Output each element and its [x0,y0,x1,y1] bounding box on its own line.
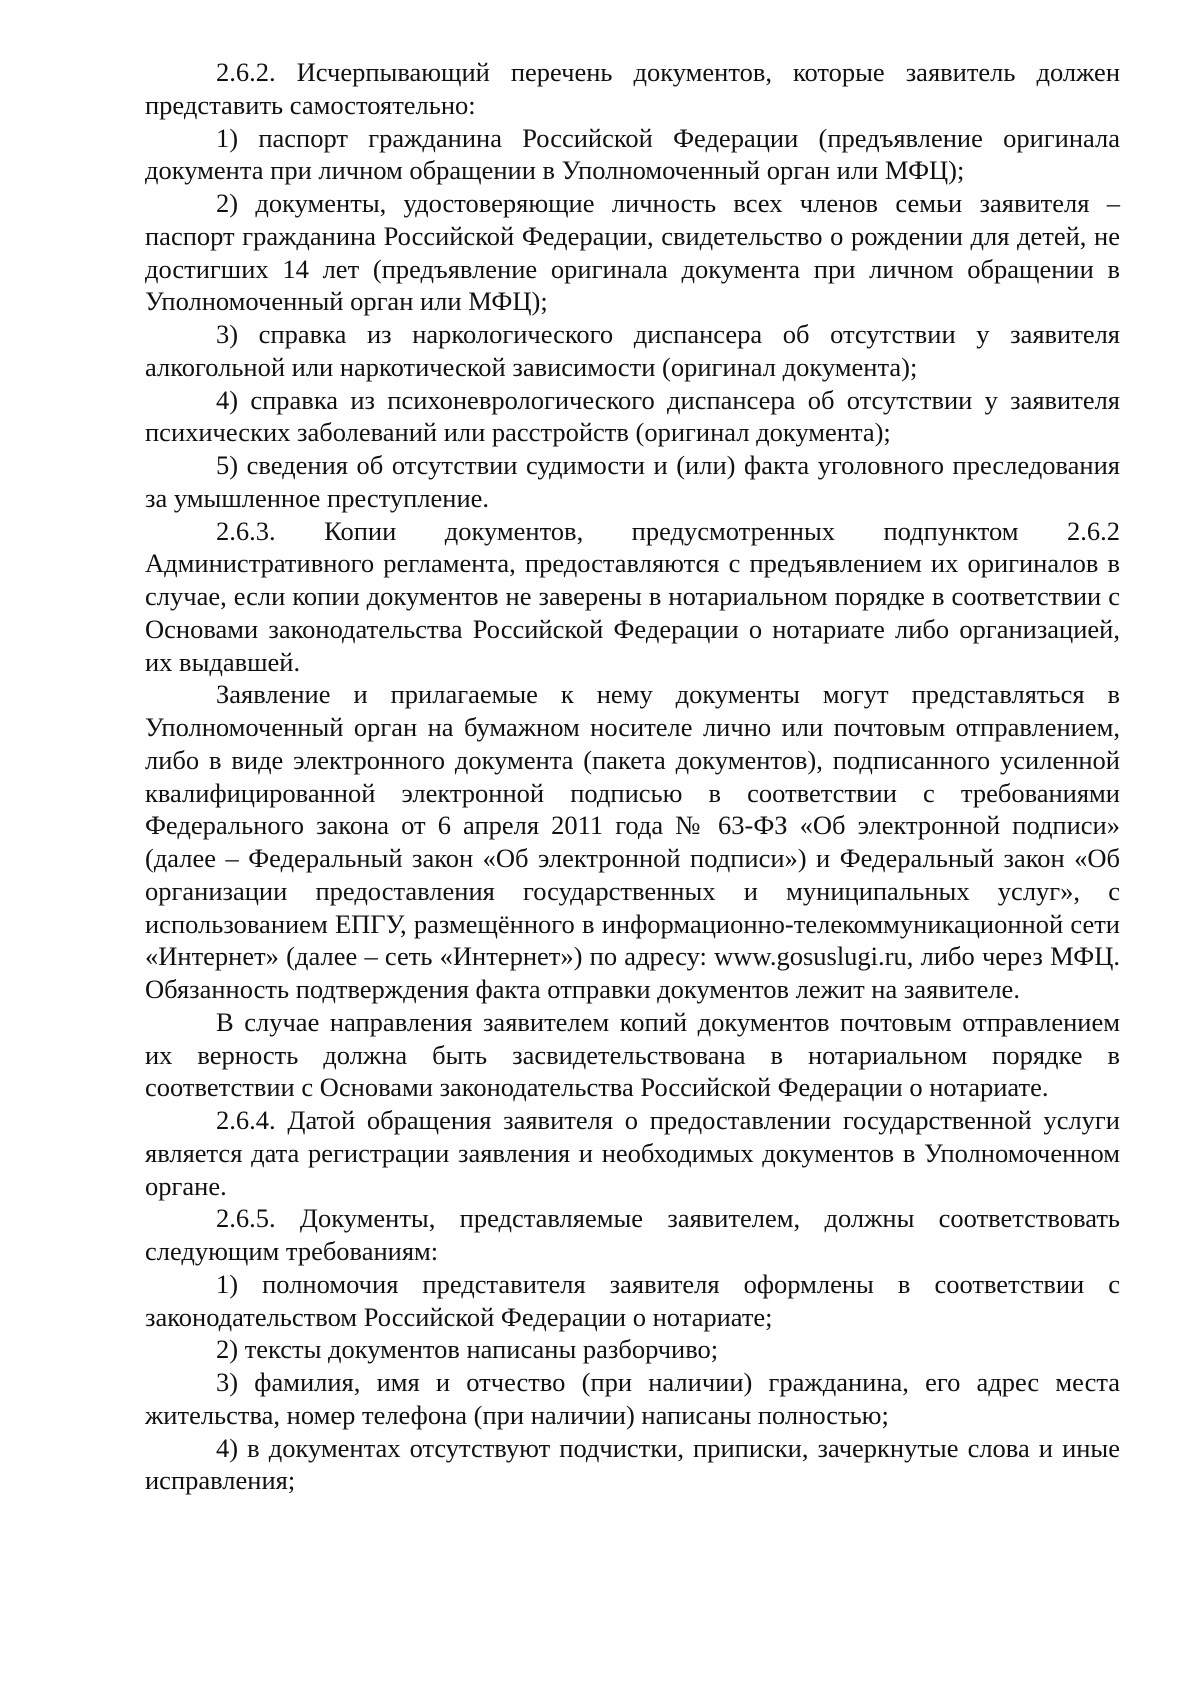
paragraph-2-6-4: 2.6.4. Датой обращения заявителя о предоставлении государственной услуги является дата регистрации заявления и необходимых документов в Уполномоченном органе. [145,1105,1120,1201]
list-item-legible-texts: 2) тексты документов написаны разборчиво; [216,1334,719,1365]
list-item-family-documents: 2) документы, удостоверяющие личность всех членов семьи заявителя – паспорт гражданина Российской Федерации, свидетельство о рождении для детей, не достигших 14 лет (предъявление оригинала документа при личном обращении в Уполномоченный орган или МФЦ); [145,188,1120,317]
paragraph-2-6-3: 2.6.3. Копии документов, предусмотренных подпунктом 2.6.2 Административного регламента, предоставляются с предъявлением их оригиналов в случае, если копии документов не заверены в нотариальном порядке в соответствии с Основами законодательства Российской Федерации о нотариате либо организацией, их выдавшей. [145,515,1120,677]
paragraph-submission-methods: Заявление и прилагаемые к нему документы могут представляться в Уполномоченный орган на бумажном носителе лично или почтовым отправлением, либо в виде электронного документа (пакета документов), подписанного усиленной квалифицированной электронной подписью в соответствии с требованиями Федерального закона от 6 апреля 2011 года № 63-ФЗ «Об электронной подписи» (далее – Федеральный закон «Об электронной подписи») и Федеральный закон «Об организации предоставления государственных и муниципальных услуг», с использованием ЕПГУ, размещённого в информационно-телекоммуникационной сети «Интернет» (далее – сеть «Интернет») по адресу: www.gosuslugi.ru, либо через МФЦ. Обязанность подтверждения факта отправки документов лежит на заявителе. [145,679,1120,1004]
paragraph-2-6-5: 2.6.5. Документы, представляемые заявителем, должны соответствовать следующим требованиям: [145,1203,1120,1266]
list-item-criminal-record: 5) сведения об отсутствии судимости и (или) факта уголовного преследования за умышленное преступление. [145,450,1120,513]
list-item-passport: 1) паспорт гражданина Российской Федерации (предъявление оригинала документа при личном обращении в Уполномоченный орган или МФЦ); [145,122,1120,186]
paragraph-2-6-2: 2.6.2. Исчерпывающий перечень документов, которые заявитель должен представить самостоятельно: [145,57,1120,120]
list-item-no-corrections: 4) в документах отсутствуют подчистки, приписки, зачеркнутые слова и иные исправления; [145,1432,1120,1496]
paragraph-postal-copies: В случае направления заявителем копий документов почтовым отправлением их верность должна быть засвидетельствована в нотариальном порядке в соответствии с Основами законодательства Российской Федерации о нотариате. [145,1006,1120,1103]
document-body [145,56,1120,1497]
list-item-narcology-certificate: 3) справка из наркологического диспансера об отсутствии у заявителя алкогольной или наркотической зависимости (оригинал документа); [145,319,1120,382]
list-item-full-name-address: 3) фамилия, имя и отчество (при наличии) гражданина, его адрес места жительства, номер телефона (при наличии) написаны полностью; [145,1367,1120,1430]
list-item-representative-powers: 1) полномочия представителя заявителя оформлены в соответствии с законодательством Российской Федерации о нотариате; [145,1268,1120,1332]
list-item-psychoneurology-certificate: 4) справка из психоневрологического диспансера об отсутствии у заявителя психических заболеваний или расстройств (оригинал документа); [145,384,1120,448]
